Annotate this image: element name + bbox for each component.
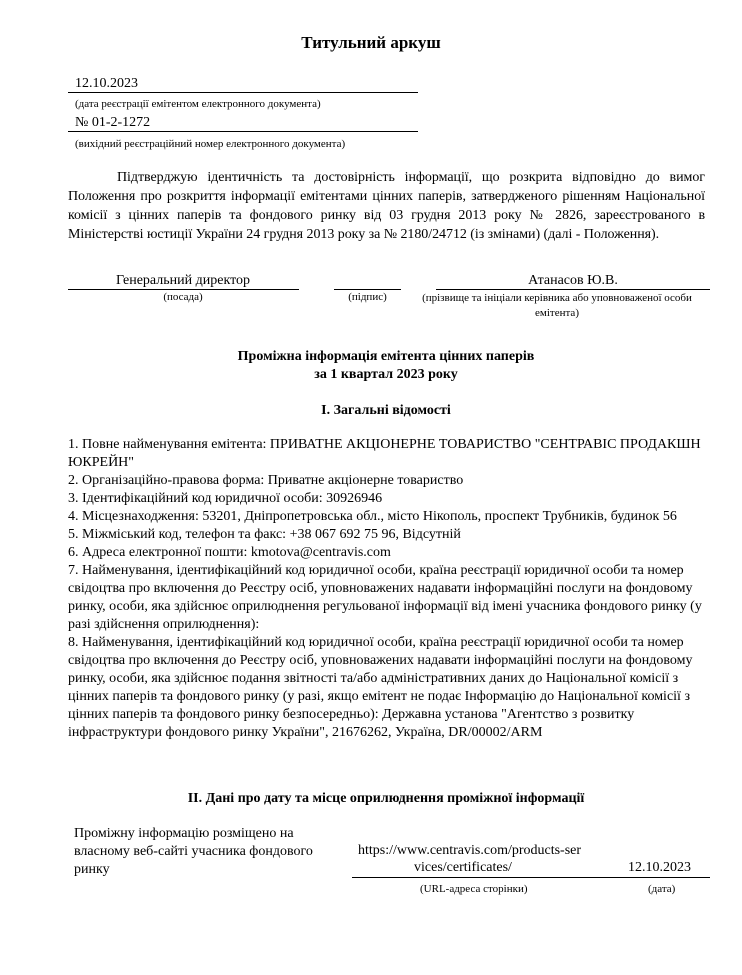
document-number-line [68,131,418,132]
registration-date: 12.10.2023 [75,76,138,91]
signature-position: Генеральний директор [115,273,250,288]
url-caption: (URL-адреса сторінки) [420,883,528,895]
list-item: 8. Найменування, ідентифікаційний код юридичної особи, країна реєстрації юридичної особи та номер свідоцтва про включення до Реєстру осіб, уповноважених надавати інформаційні послуги на фондовому ринку, особи, яка здійснює подання звітності та/або адміністративних даних до Національної комісії з цінних паперів та фондового ринку (у разі, якщо емітент не подає Інформацію до Національної комісії з цінних паперів та фондового ринку безпосередньо): Державна установа "Агентство з розвитку інфраструктури фондового ринку України", 21676262, Україна, DR/00002/ARM [68,635,693,740]
signature-name-caption: (прізвище та ініціали керівника або уповноваженої особи емітента) [422,292,692,319]
signature-name-line [436,289,710,290]
section2-heading: II. Дані про дату та місце оприлюднення проміжної інформації [187,791,585,806]
registration-date-caption: (дата реєстрації емітентом електронного документа) [75,98,321,110]
document-number: № 01-2-1272 [75,115,151,130]
page-url-line2: vices/certificates/ [414,860,512,875]
list-item: 6. Адреса електронної пошти: kmotova@centravis.com [68,545,391,560]
document-number-caption: (вихідний реєстраційний номер електронного документа) [75,138,346,150]
list-item: 3. Ідентифікаційний код юридичної особи: 30926946 [68,491,383,506]
date-caption: (дата) [648,883,676,895]
signature-sign-line [334,289,401,290]
report-title-line2: за 1 квартал 2023 року [314,367,458,382]
publication-date: 12.10.2023 [628,860,691,875]
signature-sign-caption: (підпис) [348,291,387,303]
list-item: 7. Найменування, ідентифікаційний код юридичної особи, країна реєстрації юридичної особи та номер свідоцтва про включення до Реєстру осіб, уповноважених надавати інформаційні послуги на фондовому ринку, особи, яка здійснює оприлюднення регульованої інформації від імені учасника фондового ринку (у разі здійснення оприлюднення): [68,563,702,632]
confirmation-paragraph: Підтверджую ідентичність та достовірність інформації, що розкрита відповідно до вимог Положення про розкриття інформації емітентами цінних паперів, затвердженого рішенням Національної комісії з цінних паперів та фондового ринку від 03 грудня 2013 року № 2826, зареєстрованого в Міністерстві юстиції України 24 грудня 2013 року за № 2180/24712 (із змінами) (далі - Положення). [68,170,705,242]
section1-heading: I. Загальні відомості [321,403,451,418]
url-date-line [352,877,710,878]
list-item: 1. Повне найменування емітента: ПРИВАТНЕ АКЦІОНЕРНЕ ТОВАРИСТВО "СЕНТРАВІС ПРОДАКШН ЮКРЕЙН" [68,437,701,470]
section1-list [68,436,708,742]
list-item: 4. Місцезнаходження: 53201, Дніпропетровська обл., місто Нікополь, проспект Трубників, будинок 56 [68,509,677,524]
registration-date-line [68,92,418,93]
report-title-line1: Проміжна інформація емітента цінних паперів [237,349,535,364]
signature-position-line [68,289,299,290]
page-url-line1: https://www.centravis.com/products-ser [358,843,582,858]
list-item: 5. Міжміський код, телефон та факс: +38 067 692 75 96, Відсутній [68,527,461,542]
page-title: Титульний аркуш [301,33,441,52]
signature-position-caption: (посада) [163,291,203,303]
placement-text: Проміжну інформацію розміщено на власному веб-сайті учасника фондового ринку [74,826,313,877]
signature-name: Атанасов Ю.В. [528,273,618,288]
list-item: 2. Організаційно-правова форма: Приватне акціонерне товариство [68,473,464,488]
